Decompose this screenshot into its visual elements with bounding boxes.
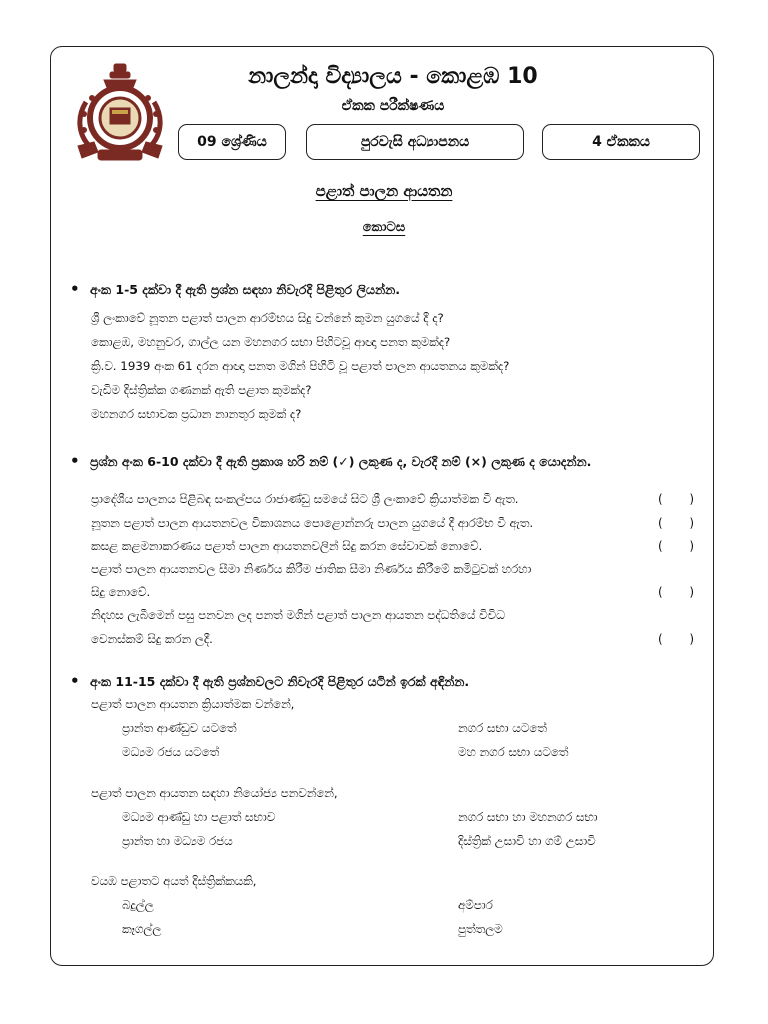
mcq-12-option-2[interactable]: නගර සභා හා මහනගර සභා (458, 810, 598, 824)
answer-box-7[interactable]: ( ) (658, 516, 695, 530)
subject-box: පුරවැසි අධ්‍යාපනය (306, 124, 524, 160)
mcq-13-option-1[interactable]: බදුල්ල (122, 898, 154, 912)
bullet-icon: • (70, 280, 80, 298)
part-heading (0, 220, 768, 235)
mcq-11-stem: පළාත් පාලන ආයතන ක්‍රියාත්මක වන්නේ, (91, 697, 295, 711)
statement-9-line1: පළාත් පාලන ආයතනවල සීමා නිර්ණය කිරීම ජාතික සීමා නිර්ණය කිරීමේ කමිටුවක් හරහා (91, 562, 532, 576)
bullet-icon: • (70, 672, 80, 690)
school-name: නාලන්දා විද්‍යාලය - කොළඹ 10 (248, 64, 538, 89)
part-heading-text: කොටස (362, 220, 406, 235)
section3-instruction (70, 672, 469, 690)
mcq-13-option-3[interactable]: කෑගල්ල (122, 922, 162, 936)
question-5: මහනගර සභාවක ප්‍රධාන නානතුර කුමක් ද? (91, 407, 302, 421)
mcq-11-option-2[interactable]: නගර සභා යටතේ (458, 721, 547, 735)
mcq-11-option-3[interactable]: මධ්‍යම රජය යටතේ (122, 745, 220, 759)
bullet-icon: • (70, 452, 80, 470)
question-3: ක්‍රි.ව. 1939 අංක 61 දරන ආඥා පනත මගින් පිහිටි වූ පළාත් පාලන ආයතනය කුමක්ද? (91, 359, 510, 373)
grade-box: 09 ශ්‍රේණිය (178, 124, 286, 160)
mcq-13-option-2[interactable]: අම්පාර (458, 898, 493, 912)
unit-box: 4 ඒකකය (542, 124, 700, 160)
statement-8: කසළ කළමනාකරණය පළාත් පාලන ආයතනවලින් සිදු කරන සේවාවක් නොවේ. (91, 539, 483, 553)
statement-6: ප්‍රාදේශීය පාලනය පිළිබඳ සංකල්පය රාජාණ්ඩු සමයේ සිට ශ්‍රී ලංකාවේ ක්‍රියාත්මක වී ඇත. (91, 492, 519, 506)
page-title-text: පළාත් පාලන ආයතන (315, 182, 453, 200)
section1-instruction-text: අංක 1-5 දක්වා දී ඇති ප්‍රශ්න සඳහා නිවැරදි පිළිතුර ලියන්න. (90, 282, 400, 297)
mcq-12-option-3[interactable]: ප්‍රාන්ත හා මධ්‍යම රජය (122, 834, 233, 848)
answer-box-10[interactable]: ( ) (658, 632, 695, 646)
section1-instruction (70, 280, 400, 298)
section3-instruction-text: අංක 11-15 දක්වා දී ඇති ප්‍රශ්නවලට නිවැරදි පිළිතුර යටින් ඉරක් අඳින්න. (90, 674, 470, 689)
mcq-11-option-1[interactable]: ප්‍රාන්ත ආණ්ඩුව යටතේ (122, 721, 237, 735)
school-crest-logo (68, 62, 172, 166)
mcq-13-stem: වයඹ පළාතට අයත් දිස්ත්‍රික්කයකි, (91, 874, 257, 888)
mcq-11-option-4[interactable]: මහ නගර සභා යටතේ (458, 745, 569, 759)
section2-instruction-text: ප්‍රශ්න අංක 6-10 දක්වා දී ඇති ප්‍රකාශ හරි නම් (✓) ලකුණ ද, වැරදි නම් (×) ලකුණ ද යොදන්න. (90, 454, 592, 469)
mcq-12-option-1[interactable]: මධ්‍යම ආණ්ඩු හා පළාත් සභාව (122, 810, 276, 824)
question-2: කොළඹ, මහනුවර, ගාල්ල යන මහනගර සභා පිහිටවූ ආඥා පනත කුමක්ද? (91, 335, 451, 349)
mcq-12-stem: පළාත් පාලන ආයතන සඳහා නියෝජ්‍ය පනවන්නේ, (91, 786, 338, 800)
question-4: වැඩිම දිස්ත්‍රික්ක ගණනක් ඇති පළාත කුමක්ද? (91, 383, 312, 397)
mcq-12-option-4[interactable]: දිස්ත්‍රික් උසාවි හා ගම් උසාවි (458, 834, 596, 848)
answer-box-9[interactable]: ( ) (658, 585, 695, 599)
section2-instruction (70, 452, 591, 470)
answer-box-8[interactable]: ( ) (658, 539, 695, 553)
answer-box-6[interactable]: ( ) (658, 492, 695, 506)
statement-10-line1: නිදහස ලැබීමෙන් පසු පනවන ලද පනත් මගින් පළාත් පාලන ආයතන පද්ධතියේ විවිධ (91, 608, 505, 622)
statement-9-line2: සිදු නොවේ. (91, 585, 151, 599)
question-1: ශ්‍රී ලංකාවේ නූතන පළාත් පාලන ආරම්භය සිදු වන්නේ කුමන යුගයේ දී ද? (91, 311, 444, 325)
statement-7: නූතන පළාත් පාලන ආයතනවල විකාශනය පොළොන්නරු පාලන යුගයේ දී ආරම්භ වී ඇත. (91, 516, 534, 530)
statement-10-line2: වෙනස්කම් සිදු කරන ලදී. (91, 632, 213, 646)
page-title (0, 182, 768, 200)
mcq-13-option-4[interactable]: පුත්තලම (458, 922, 503, 936)
test-name: ඒකක පරීක්ෂණය (341, 98, 445, 114)
